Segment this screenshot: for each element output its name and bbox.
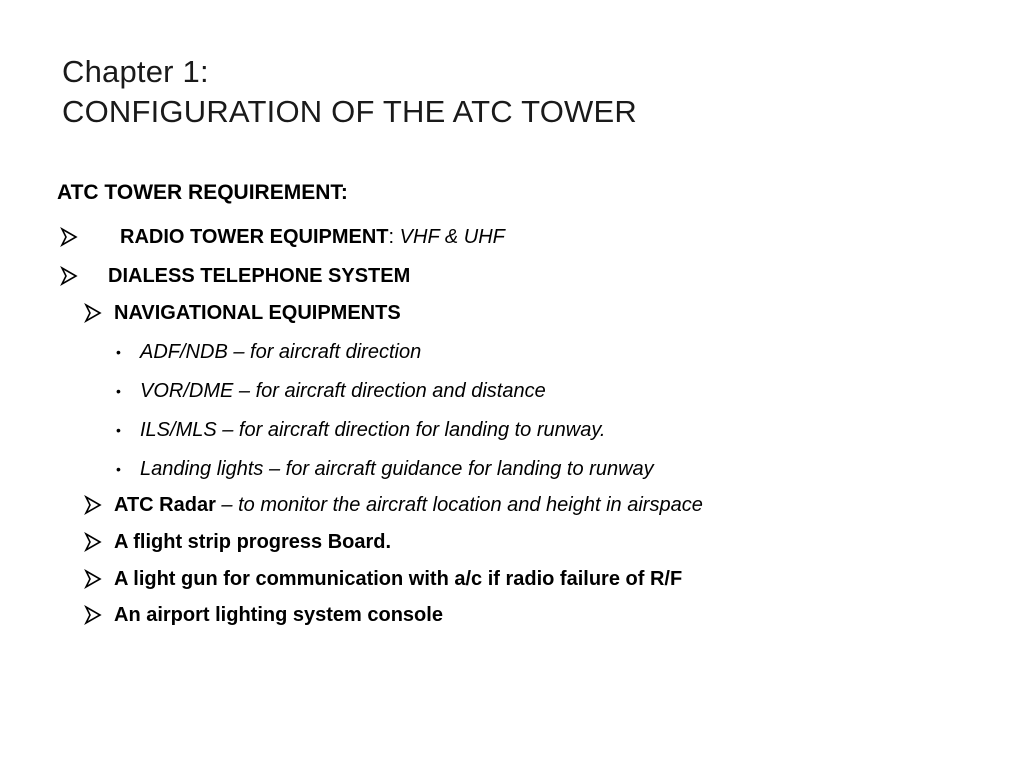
item-separator: : — [388, 226, 400, 248]
title-line-2: CONFIGURATION OF THE ATC TOWER — [62, 94, 637, 129]
arrow-bullet-icon — [60, 227, 80, 247]
list-item-navigational: NAVIGATIONAL EQUIPMENTS — [114, 302, 401, 324]
arrow-bullet-icon — [84, 303, 104, 323]
sub-item-adf: ADF/NDB – for aircraft direction — [140, 341, 422, 363]
list-item-telephone: DIALESS TELEPHONE SYSTEM — [108, 265, 411, 287]
item-detail: – to monitor the aircraft location and height in airspace — [215, 494, 703, 516]
arrow-bullet-icon — [60, 266, 80, 286]
arrow-bullet-icon — [84, 569, 104, 589]
bullet-dot-icon: • — [116, 344, 121, 360]
list-item-atc-radar — [114, 493, 703, 517]
sub-item-vor: VOR/DME – for aircraft direction and distance — [140, 380, 546, 402]
list-item-lighting-console: An airport lighting system console — [114, 604, 443, 626]
title-line-1: Chapter 1: — [62, 54, 209, 89]
sub-item-ils: ILS/MLS – for aircraft direction for landing to runway. — [140, 419, 606, 441]
bullet-dot-icon: • — [116, 461, 121, 477]
bullet-dot-icon: • — [116, 383, 121, 399]
arrow-bullet-icon — [84, 495, 104, 515]
item-label: RADIO TOWER EQUIPMENT — [120, 226, 389, 248]
item-detail: VHF & UHF — [399, 226, 505, 248]
list-item-flight-strip: A flight strip progress Board. — [114, 531, 392, 553]
arrow-bullet-icon — [84, 605, 104, 625]
sub-item-landing-lights: Landing lights – for aircraft guidance for landing to runway — [140, 458, 654, 480]
list-item-radio — [120, 225, 505, 249]
arrow-bullet-icon — [84, 532, 104, 552]
bullet-dot-icon: • — [116, 422, 121, 438]
item-label: ATC Radar — [114, 494, 216, 516]
section-heading: ATC TOWER REQUIREMENT: — [57, 181, 348, 204]
list-item-light-gun: A light gun for communication with a/c if radio failure of R/F — [114, 568, 683, 590]
